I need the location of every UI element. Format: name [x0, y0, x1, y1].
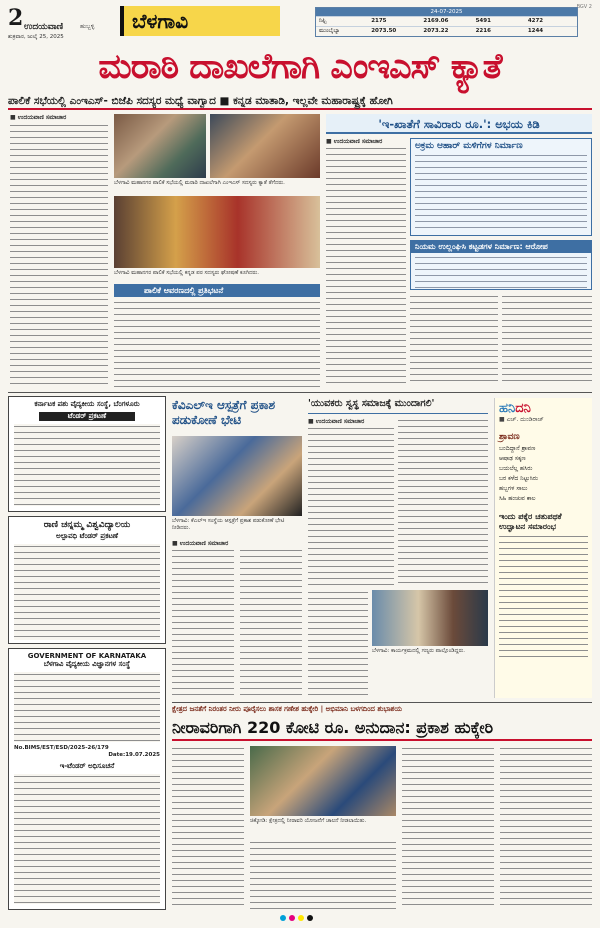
- hani-dani-panel: [494, 398, 592, 698]
- kle-headline: ಕೆವಿಎಲ್‌ಇ ಆಸ್ಪತ್ರೆಗೆ ಪ್ರಕಾಶ ಪಡುಕೋಣೆ ಭೇಟಿ: [172, 398, 276, 427]
- right-box-2: [410, 240, 592, 290]
- bottom-column-4: [500, 746, 592, 910]
- ad3-org: GOVERNMENT OF KARNATAKA: [27, 652, 147, 660]
- hani-dani-title: [495, 398, 592, 416]
- section-title: ಬೆಳಗಾವಿ: [120, 6, 280, 36]
- kle-caption: ಬೆಳಗಾವಿ: ಕೆಎಲ್ಇ ಸಂಸ್ಥೆಯ ಆಸ್ಪತ್ರೆಗೆ ಪ್ರಕಾಶ ಪಡುಕೋಣೆ ಭೇಟಿ ನೀಡಿದರು.: [172, 518, 285, 531]
- ad3-sub: ಬೆಳಗಾವಿ ವೈದ್ಯಕೀಯ ವಿಜ್ಞಾನಗಳ ಸಂಸ್ಥೆ: [43, 660, 131, 668]
- ad3-text-1: [14, 672, 160, 742]
- bottom-column-1: [172, 746, 244, 910]
- youth-column-3: [308, 590, 368, 698]
- registration-dot: [298, 915, 304, 921]
- kle-photo: [172, 436, 302, 516]
- paper-edition: ಹುಬ್ಬಳ್ಳಿ: [80, 23, 95, 30]
- ad1-org: ಕರ್ನಾಟಕ ಪಶು ವೈದ್ಯಕೀಯ ಸಂಸ್ಥೆ, ಬೆಂಗಳೂರು: [34, 400, 140, 408]
- bottom-photo: [250, 746, 396, 816]
- market-cell: 1244: [527, 28, 544, 34]
- lead-photo-3: [114, 196, 320, 268]
- registration-dot: [289, 915, 295, 921]
- youth-column-1: [308, 426, 394, 586]
- right-box-1: [410, 138, 592, 236]
- paper-name: ಉದಯವಾಣಿ: [24, 22, 64, 32]
- market-cell: 5491: [475, 18, 491, 24]
- market-cell: 2073.22: [423, 28, 449, 34]
- lead-subhead: ಪಾಲಿಕೆ ಸಭೆಯಲ್ಲಿ ಎಂಇಎಸ್- ಬಿಜೆಪಿ ಸದಸ್ಯರ ಮಧ್ಯೆ ವಾಗ್ವಾದ ■ ಕನ್ನಡ ಮಾತಾಡಿ, ಇಲ್ಲವೇ ಮಹಾರಾಷ್ಟ್ರಕ್ಕೆ ಹೋಗಿ: [8, 92, 592, 110]
- ad-tender-1: [8, 396, 166, 512]
- market-cell: ನಿಫ್ಟಿ: [319, 18, 326, 24]
- market-row: [316, 26, 577, 36]
- lead-inner-head: ಪಾಲಿಕೆ ಆವರಣದಲ್ಲಿ ಪ್ರತಿಭಟನೆ: [114, 284, 320, 297]
- market-date: 24-07-2025: [316, 8, 577, 16]
- market-cell: 2216: [475, 28, 491, 34]
- ad3-text-2: [14, 774, 160, 904]
- ad1-title: ಟೆಂಡರ್ ಪ್ರಕಟಣೆ: [39, 412, 135, 421]
- lead-byline: ■ ಉದಯವಾಣಿ ಸಮಾಚಾರ: [10, 114, 67, 121]
- hani-dani-poem-title: ಶ್ರಾವಣ: [499, 432, 520, 442]
- ad2-title: ಅಲ್ಪಾವಧಿ ಟೆಂಡರ್ ಪ್ರಕಟಣೆ: [55, 532, 119, 540]
- right-column-2: [410, 294, 498, 386]
- poem-line: ಬಯಲೆಲ್ಲ ಹಸಿರು: [499, 465, 533, 472]
- date-line: ಶುಕ್ರವಾರ, ಜುಲೈ 25, 2025: [8, 34, 64, 40]
- right-headline: 'ಇ-ಖಾತೆಗೆ ಸಾವಿರಾರು ರೂ.': ಅಭಯ ಕಿಡಿ: [326, 114, 592, 134]
- print-marks: [280, 915, 313, 921]
- right-box-2-text: [415, 255, 587, 289]
- ad2-text: [14, 544, 160, 640]
- lead-photo-1: [114, 114, 206, 178]
- market-cell: 4272: [527, 18, 544, 24]
- lead-caption-2: ಬೆಳಗಾವಿ ಮಹಾನಗರ ಪಾಲಿಕೆ ಸಭೆಯಲ್ಲಿ ಕನ್ನಡ ಪರ ಸದಸ್ಯರು ಘೋಷಣೆ ಕೂಗಿದರು.: [114, 270, 259, 276]
- ad-tender-2: [8, 516, 166, 644]
- right-box-1-text: [415, 153, 587, 231]
- hani-news-headline: ಇಂದು ಪಕ್ಕೆರ ಚತುಪಥಕೆ ಉದ್ಘಾಟನ ಸಮಾರಂಭ: [499, 512, 562, 531]
- market-table: [315, 7, 578, 37]
- lead-caption-1: ಬೆಳಗಾವಿ ಮಹಾನಗರ ಪಾಲಿಕೆ ಸಭೆಯಲ್ಲಿ ಮರಾಠಿ ದಾಖಲೆಗಾಗಿ ಎಂಇಎಸ್ ಸದಸ್ಯರು ಕ್ಯಾತೆ ತೆಗೆದರು.: [114, 180, 285, 186]
- market-cell: 2175: [371, 18, 387, 24]
- ad3-ref: No.BIMS/EST/ESD/2025-26/179: [14, 745, 109, 751]
- corner-code: BGV 2: [576, 4, 592, 10]
- right-column-1: [326, 146, 406, 386]
- right-box-1-title: ಅಕ್ರಮ ಆಹಾರ್ ಮಳಿಗೆಗಳ ನಿರ್ಮಾಣ: [415, 141, 523, 151]
- ad1-text: [14, 424, 160, 506]
- market-cell: 2073.50: [371, 28, 397, 34]
- youth-caption: ಬೆಳಗಾವಿ: ಕಾರ್ಯಕ್ರಮದಲ್ಲಿ ಗಣ್ಯರು ಪಾಲ್ಗೊಂಡಿದ್ದರು.: [372, 648, 466, 654]
- kle-byline: ■ ಉದಯವಾಣಿ ಸಮಾಚಾರ: [172, 540, 229, 547]
- hani-dani-author: ■ ಎಚ್. ದುಂಡಿರಾಜ್: [499, 416, 544, 423]
- poem-line: ಹಬ್ಬಗಳ ಸಾಲು: [499, 485, 528, 492]
- market-cell: 2169.06: [423, 18, 449, 24]
- right-column-3: [502, 294, 592, 386]
- poem-line: ಸಿಹಿ ಹಂಚುವ ಕಾಲ: [499, 495, 536, 502]
- market-row: [316, 16, 577, 26]
- right-box-2-title: ನಿಯಮ ಉಲ್ಲಂಘಿಸಿ ಕಟ್ಟಡಗಳ ನಿರ್ಮಾಣ: ಆರೋಪ: [411, 241, 591, 253]
- youth-headline: 'ಯುವಕರು ಸ್ವಸ್ಥ ಸಮಾಜಕ್ಕೆ ಮುಂದಾಗಲಿ': [308, 398, 488, 414]
- registration-dot: [307, 915, 313, 921]
- poem-line: ಬರ ಕಳೆದ ನಿಟ್ಟುಸಿರು: [499, 475, 538, 482]
- hani-news-text: [499, 534, 588, 660]
- bottom-column-2: [250, 840, 396, 910]
- ad3-date: Date:19.07.2025: [108, 752, 160, 758]
- hani-dani-poem: [495, 444, 592, 504]
- kle-column-2: [240, 548, 302, 698]
- market-cell: ಮುಂಬೈಬ್ಯಾ: [319, 28, 340, 34]
- right-byline: ■ ಉದಯವಾಣಿ ಸಮಾಚಾರ: [326, 138, 383, 145]
- lead-photo-2: [210, 114, 320, 178]
- bottom-column-3: [402, 746, 494, 910]
- ad2-org: ರಾಣಿ ಚನ್ನಮ್ಮ ವಿಶ್ವವಿದ್ಯಾಲಯ: [43, 520, 131, 530]
- registration-dot: [280, 915, 286, 921]
- section-divider: [8, 392, 592, 393]
- kle-column-1: [172, 548, 234, 698]
- strap-line: ಕ್ಷೇತ್ರದ ಜನತೆಗೆ ನಿರಂತರ ನೀರು ಪೂರೈಸಲು ಶಾಸಕ ಗಣೇಶ ಹುಕ್ಕೇರಿ | ಅಭಿಮಾನಿ ಬಳಗದಿಂದ ಶುಭಾಶಯ: [172, 702, 592, 714]
- youth-column-2: [398, 418, 488, 586]
- youth-photo: [372, 590, 488, 646]
- hani-dani-title-a: ಹನಿ: [499, 401, 516, 416]
- lead-column-2: [114, 300, 320, 387]
- hani-dani-title-b: ದನಿ: [515, 401, 531, 416]
- page-number: 2: [8, 5, 24, 31]
- bottom-caption: ಚಿಕ್ಕೋಡಿ: ಕ್ಷೇತ್ರದಲ್ಲಿ ನೀರಾವರಿ ಯೋಜನೆಗೆ ಚಾಲನೆ ನೀಡಲಾಯಿತು.: [250, 818, 367, 824]
- bottom-headline: ನೀರಾವರಿಗಾಗಿ 220 ಕೋಟಿ ರೂ. ಅನುದಾನ: ಪ್ರಕಾಶ ಹುಕ್ಕೇರಿ: [172, 715, 592, 741]
- poem-line: ಬಂದಿದ್ದಾನೆ ಶ್ರಾವಣ: [499, 445, 536, 452]
- lead-column-1: [10, 123, 108, 387]
- ad-tender-3: [8, 648, 166, 910]
- poem-line: ಆಷಾಢ ಸಕ್ಕಣ: [499, 455, 526, 462]
- youth-byline: ■ ಉದಯವಾಣಿ ಸಮಾಚಾರ: [308, 418, 365, 425]
- ad3-title: ಇ-ಟೆಂಡರ್ ಅಧಿಸೂಚನೆ: [59, 762, 115, 770]
- lead-headline: ಮರಾಠಿ ದಾಖಲೆಗಾಗಿ ಎಂಇಎಸ್ ಕ್ಯಾತೆ: [98, 47, 502, 87]
